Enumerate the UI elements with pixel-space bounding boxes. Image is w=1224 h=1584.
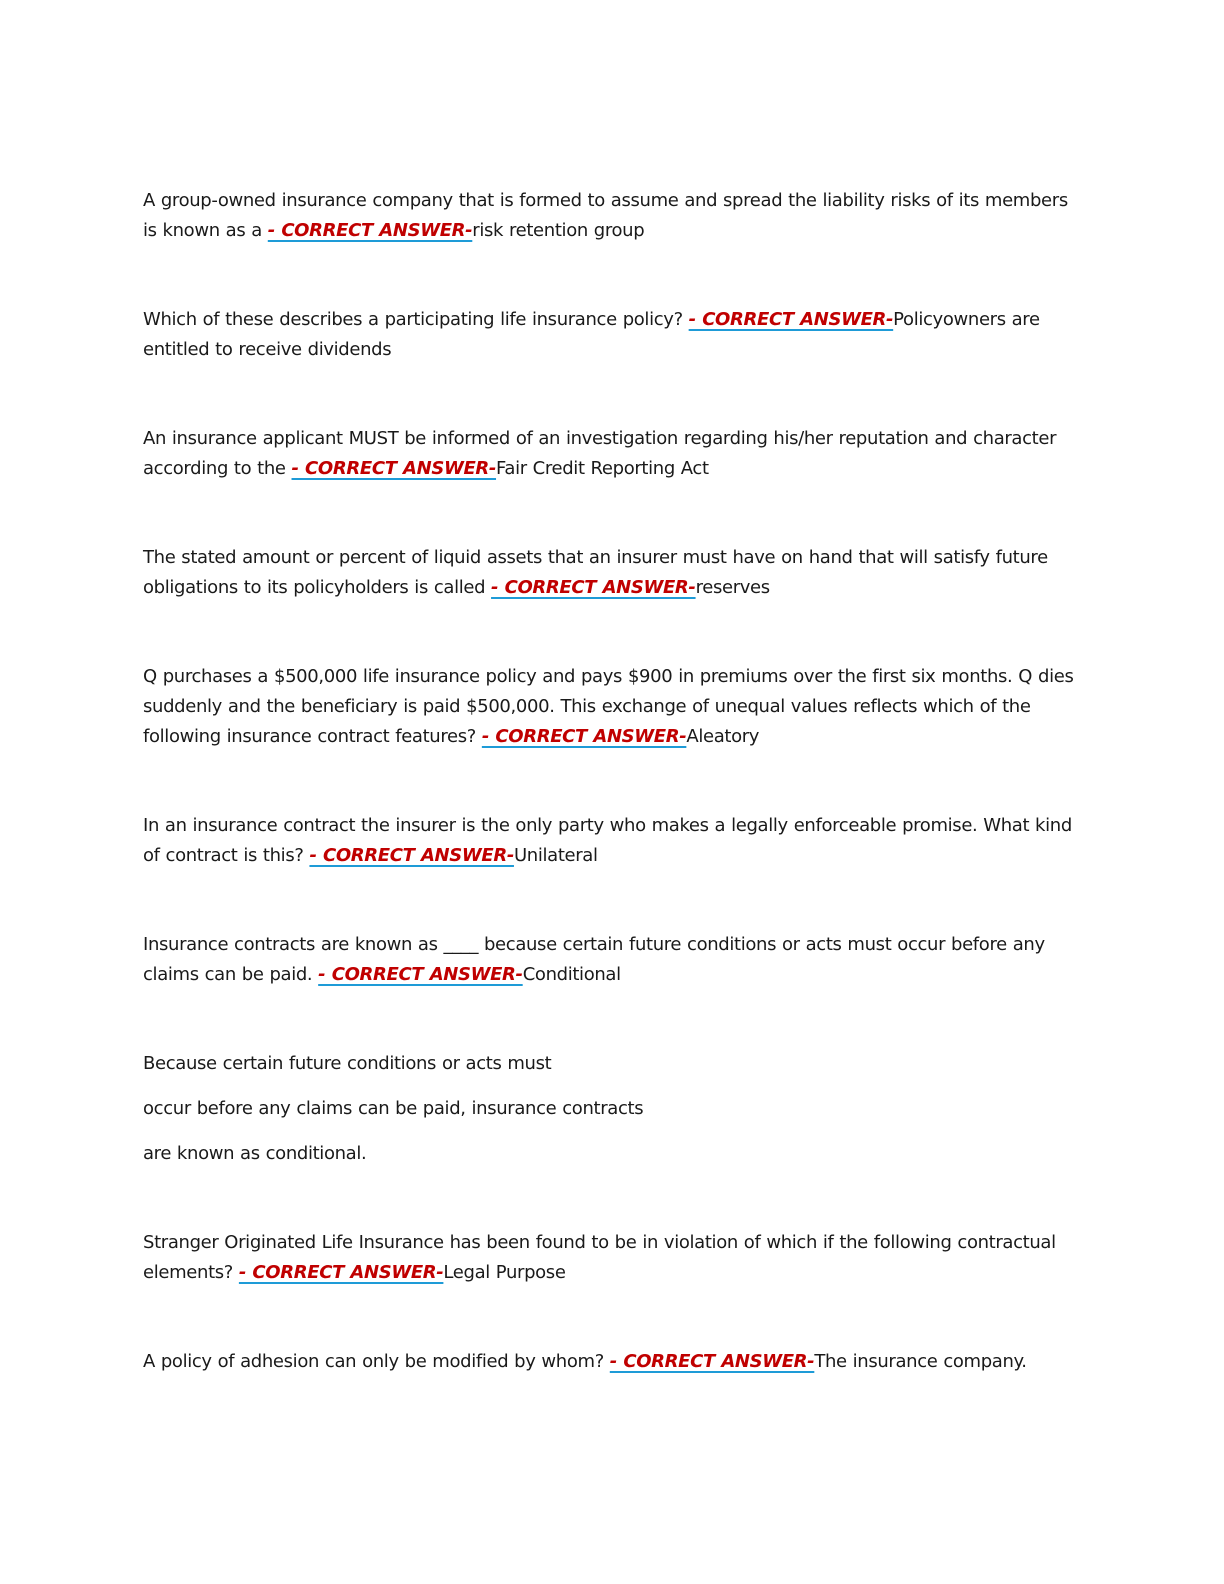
correct-answer-marker: - CORRECT ANSWER- [688,309,894,330]
correct-answer-marker: - CORRECT ANSWER- [291,458,497,479]
question-text: An insurance applicant MUST be informed of an investigation regarding his/her reputation and character according to the [143,428,1057,479]
correct-answer-marker: - CORRECT ANSWER- [309,845,514,866]
document-page [143,186,1083,1377]
answer-text: reserves [695,577,770,598]
explanation-block [143,1049,1083,1169]
correct-answer-marker: - CORRECT ANSWER- [609,1351,815,1372]
qa-item [143,424,1083,484]
correct-answer-marker: - CORRECT ANSWER- [238,1262,444,1283]
qa-item [143,662,1083,752]
explanation-line: occur before any claims can be paid, insurance contracts [143,1098,644,1119]
qa-item [143,305,1083,365]
question-text: Stranger Originated Life Insurance has been found to be in violation of which if the following contractual elements? [143,1232,1056,1283]
answer-text: risk retention group [472,220,645,241]
answer-text: Fair Credit Reporting Act [496,458,709,479]
qa-item [143,1228,1083,1288]
explanation-line: Because certain future conditions or acts must [143,1053,552,1074]
answer-text: Policyowners are entitled to receive dividends [143,309,1040,360]
qa-item [143,543,1083,603]
question-text: A group-owned insurance company that is formed to assume and spread the liability risks of its members is known as a [143,190,1068,241]
explanation-line: are known as conditional. [143,1143,367,1164]
question-text: Q purchases a $500,000 life insurance policy and pays $900 in premiums over the first six months. Q dies suddenly and the beneficiary is paid $500,000. This exchange of unequal values reflects which of the following insurance contract features? [143,666,1074,747]
answer-text: Aleatory [686,726,760,747]
question-text: The stated amount or percent of liquid assets that an insurer must have on hand that will satisfy future obligations to its policyholders is called [143,547,1048,598]
answer-text: Unilateral [513,845,598,866]
question-text: A policy of adhesion can only be modified by whom? [143,1351,610,1372]
question-text: Insurance contracts are known as ____ because certain future conditions or acts must occur before any claims can be paid. [143,934,1045,985]
answer-text: The insurance company. [814,1351,1027,1372]
answer-text: Conditional [522,964,621,985]
correct-answer-marker: - CORRECT ANSWER- [481,726,687,747]
correct-answer-marker: - CORRECT ANSWER- [491,577,696,598]
qa-item [143,1347,1083,1377]
qa-item [143,811,1083,871]
qa-item [143,186,1083,246]
correct-answer-marker: - CORRECT ANSWER- [318,964,523,985]
qa-item [143,930,1083,990]
question-text: In an insurance contract the insurer is the only party who makes a legally enforceable promise. What kind of contract is this? [143,815,1072,866]
question-text: Which of these describes a participating life insurance policy? [143,309,689,330]
correct-answer-marker: - CORRECT ANSWER- [267,220,473,241]
answer-text: Legal Purpose [443,1262,566,1283]
